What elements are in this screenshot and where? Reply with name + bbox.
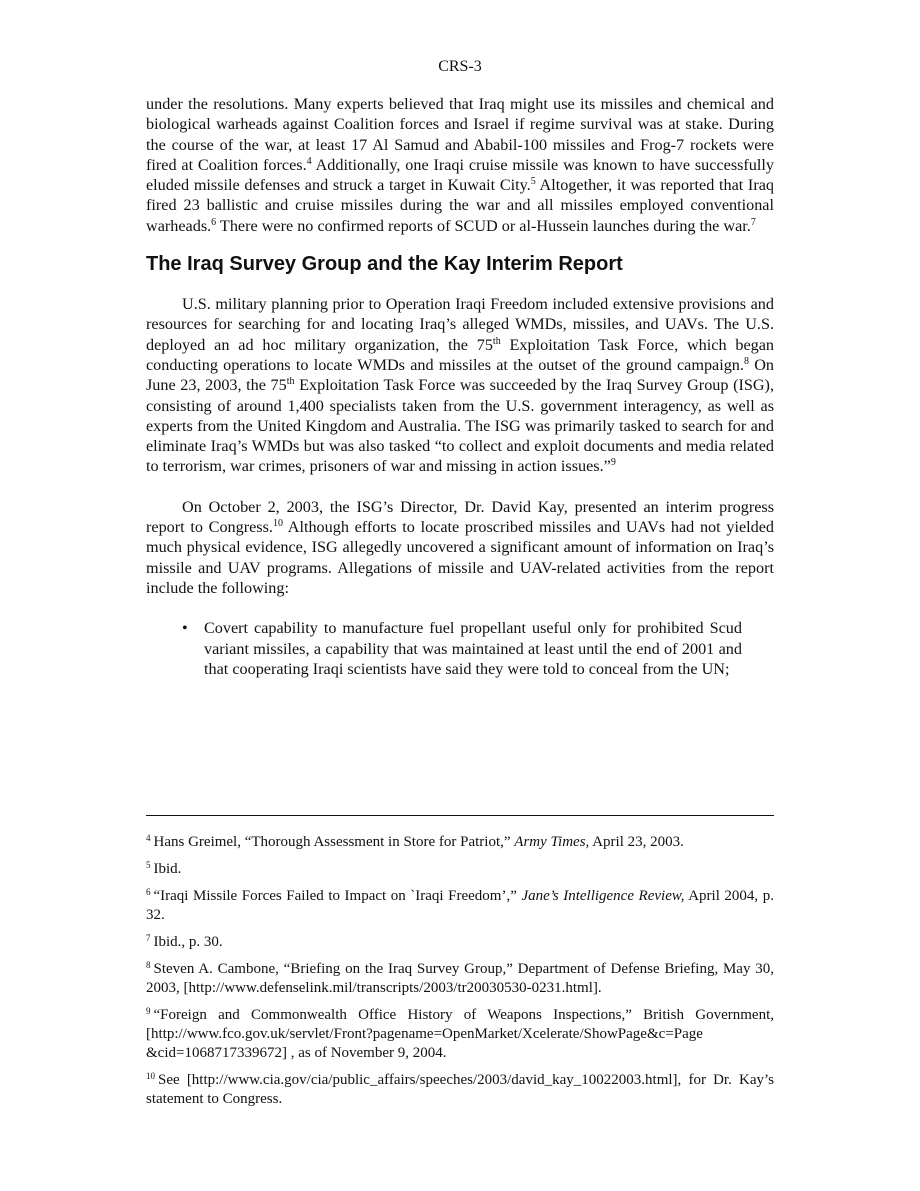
footnote-5: $^5$ Ibid. — [146, 860, 182, 877]
footnote-4: $^4$ Hans Greimel, “Thorough Assessment in Store for Patriot,” Army Times, April 23, 2003. — [146, 833, 684, 850]
footnote-ref-10[interactable]: 10 — [272, 518, 283, 530]
footnote-ref-4[interactable]: 4 — [306, 155, 312, 167]
footnote-8: $^8$ Steven A. Cambone, “Briefing on the Iraq Survey Group,” Department of Defense Briefing, May 30, 2003, [http://www.defenselink.mil/transcripts/2003/tr20030530-0231.html]. — [146, 960, 774, 996]
footnote-ref-6[interactable]: 6 — [211, 216, 217, 228]
footnote-6: $^6$ “Iraqi Missile Forces Failed to Impact on `Iraqi Freedom’,” Jane’s Intelligence Review, April 2004, p. 32. — [146, 887, 774, 923]
footnotes-section — [146, 833, 774, 1117]
footnote-9: $^9$ “Foreign and Commonwealth Office History of Weapons Inspections,” British Government, [http://www.fco.gov.uk/servlet/Front?pagename=OpenMarket/Xcelerate/ShowPage&c=Page &cid=1068717339672] , as of November 9, 2004. — [146, 1006, 774, 1061]
footnote-7: $^7$ Ibid., p. 30. — [146, 933, 223, 950]
page-number-header: CRS-3 — [438, 58, 482, 75]
footnote-ref-7[interactable]: 7 — [750, 216, 756, 228]
footnote-divider — [146, 815, 774, 816]
paragraph-isg: U.S. military planning prior to Operation Iraqi Freedom included extensive provisions and resources for searching for and locating Iraq’s alleged WMDs, missiles, and UAVs. The U.S. deployed an ad hoc military organization, the 75th Exploitation Task Force, which began conducting operations to locate WMDs and missiles at the outset of the ground campaign.$^8$ On June 23, 2003, the 75th Exploitation Task Force was succeeded by the Iraq Survey Group (ISG), consisting of around 1,400 specialists taken from the U.S. government interagency, as well as experts from the United Kingdom and Australia. The ISG was primarily tasked to search for and eliminate Iraq’s WMDs but was also tasked “to collect and exploit documents and media related to terrorism, war crimes, prisoners of war and missing in action issues.”$^9$ — [146, 295, 775, 476]
allegations-list — [146, 618, 742, 679]
footnote-ref-8[interactable]: 8 — [743, 355, 749, 367]
section-heading: The Iraq Survey Group and the Kay Interim Report — [146, 253, 623, 276]
list-item: • Covert capability to manufacture fuel propellant useful only for prohibited Scud variant missiles, a capability that was maintained at least until the end of 2001 and that cooperating Iraqi scientists have said they were told to conceal from the UN; — [182, 619, 742, 678]
footnote-ref-5[interactable]: 5 — [530, 176, 536, 188]
footnote-10: $^{10}$ See [http://www.cia.gov/cia/public_affairs/speeches/2003/david_kay_10022003.html], for Dr. Kay’s statement to Congress. — [146, 1071, 774, 1107]
footnote-ref-9[interactable]: 9 — [610, 457, 616, 469]
bullet-icon: • — [182, 619, 188, 638]
paragraph-missile-use: under the resolutions. Many experts believed that Iraq might use its missiles and chemical and biological warheads against Coalition forces and Israel if regime survival was at stake. During the course of the war, at least 17 Al Samud and Ababil-100 missiles and Frog-7 rockets were fired at Coalition forces.$^4$ Additionally, one Iraqi cruise missile was known to have successfully eluded missile defenses and struck a target in Kuwait City.$^5$ Altogether, it was reported that Iraq fired 23 ballistic and cruise missiles during the war and all missiles employed conventional warheads.$^6$ There were no confirmed reports of SCUD or al-Hussein launches during the war.$^7$ — [146, 95, 774, 235]
paragraph-kay-report: On October 2, 2003, the ISG’s Director, Dr. David Kay, presented an interim progress report to Congress.$^{10}$ Although efforts to locate proscribed missiles and UAVs had not yielded much physical evidence, ISG allegedly uncovered a significant amount of information on Iraq’s missile and UAV programs. Allegations of missile and UAV-related activities from the report include the following: — [146, 497, 774, 597]
main-body — [146, 94, 774, 679]
